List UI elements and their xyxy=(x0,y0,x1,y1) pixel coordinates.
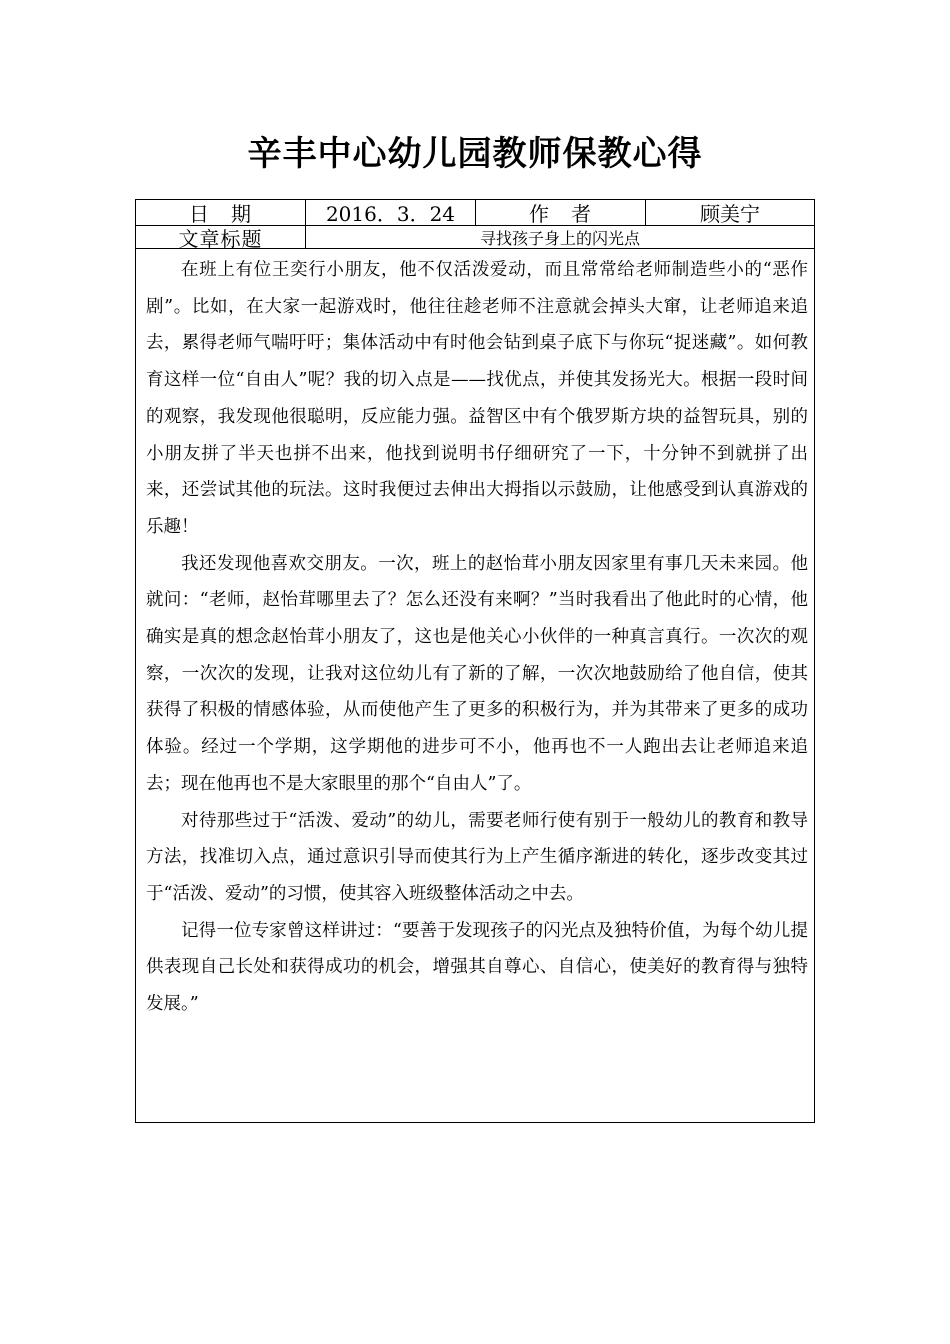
record-sheet xyxy=(135,199,815,1123)
subject-value: 寻找孩子身上的闪光点 xyxy=(479,228,640,248)
paragraph-1: 在班上有位王奕行小朋友，他不仅活泼爱动，而且常常给老师制造些小的“恶作剧”。比如，在大家一起游戏时，他往往趁老师不注意就会掉头大窜，让老师追来追去，累得老师气喘吁吁；集体活动中有时他会钻到桌子底下与你玩“捉迷藏”。如何教育这样一位“自由人”呢？我的切入点是——找优点，并使其发扬光大。根据一段时间的观察，我发现他很聪明，反应能力强。益智区中有个俄罗斯方块的益智玩具，别的小朋友拼了半天也拼不出来，他找到说明书仔细研究了一下，十分钟不到就拼了出来，还尝试其他的玩法。这时我便过去伸出大拇指以示鼓励，让他感受到认真游戏的乐趣！ xyxy=(146,260,808,537)
date-value: 2016．3．24 xyxy=(306,200,476,225)
paragraph-3: 对待那些过于“活泼、爱动”的幼儿，需要老师行使有别于一般幼儿的教育和教导方法，找准切入点，通过意识引导而使其行为上产生循序渐进的转化，逐步改变其过于“活泼、爱动”的习惯，使其容入班级整体活动之中去。 xyxy=(146,810,808,904)
document-title: 辛丰中心幼儿园教师保教心得 xyxy=(247,134,703,174)
essay-body xyxy=(146,252,808,1023)
date-label: 日 期 xyxy=(136,200,306,225)
author-label: 作 者 xyxy=(476,200,646,225)
paragraph-2: 我还发现他喜欢交朋友。一次，班上的赵怡茸小朋友因家里有事几天未来园。他就问：“老师，赵怡茸哪里去了？怎么还没有来啊？”当时我看出了他此时的心情，他确实是真的想念赵怡茸小朋友了，这也是他关心小伙伴的一种真言真行。一次次的观察，一次次的发现，让我对这位幼儿有了新的了解，一次次地鼓励给了他自信，使其获得了积极的情感体验，从而使他产生了更多的积极行为，并为其带来了更多的成功体验。经过一个学期，这学期他的进步可不小，他再也不一人跑出去让老师追来追去；现在他再也不是大家眼里的那个“自由人”了。 xyxy=(146,553,808,794)
subject-label: 文章标题 xyxy=(136,226,306,248)
author-value: 顾美宁 xyxy=(700,202,760,226)
header-row-subject xyxy=(136,226,814,249)
paragraph-4: 记得一位专家曾这样讲过：“要善于发现孩子的闪光点及独特价值，为每个幼儿提供表现自己长处和获得成功的机会，增强其自尊心、自信心，使美好的教育得与独特发展。” xyxy=(146,920,808,1015)
